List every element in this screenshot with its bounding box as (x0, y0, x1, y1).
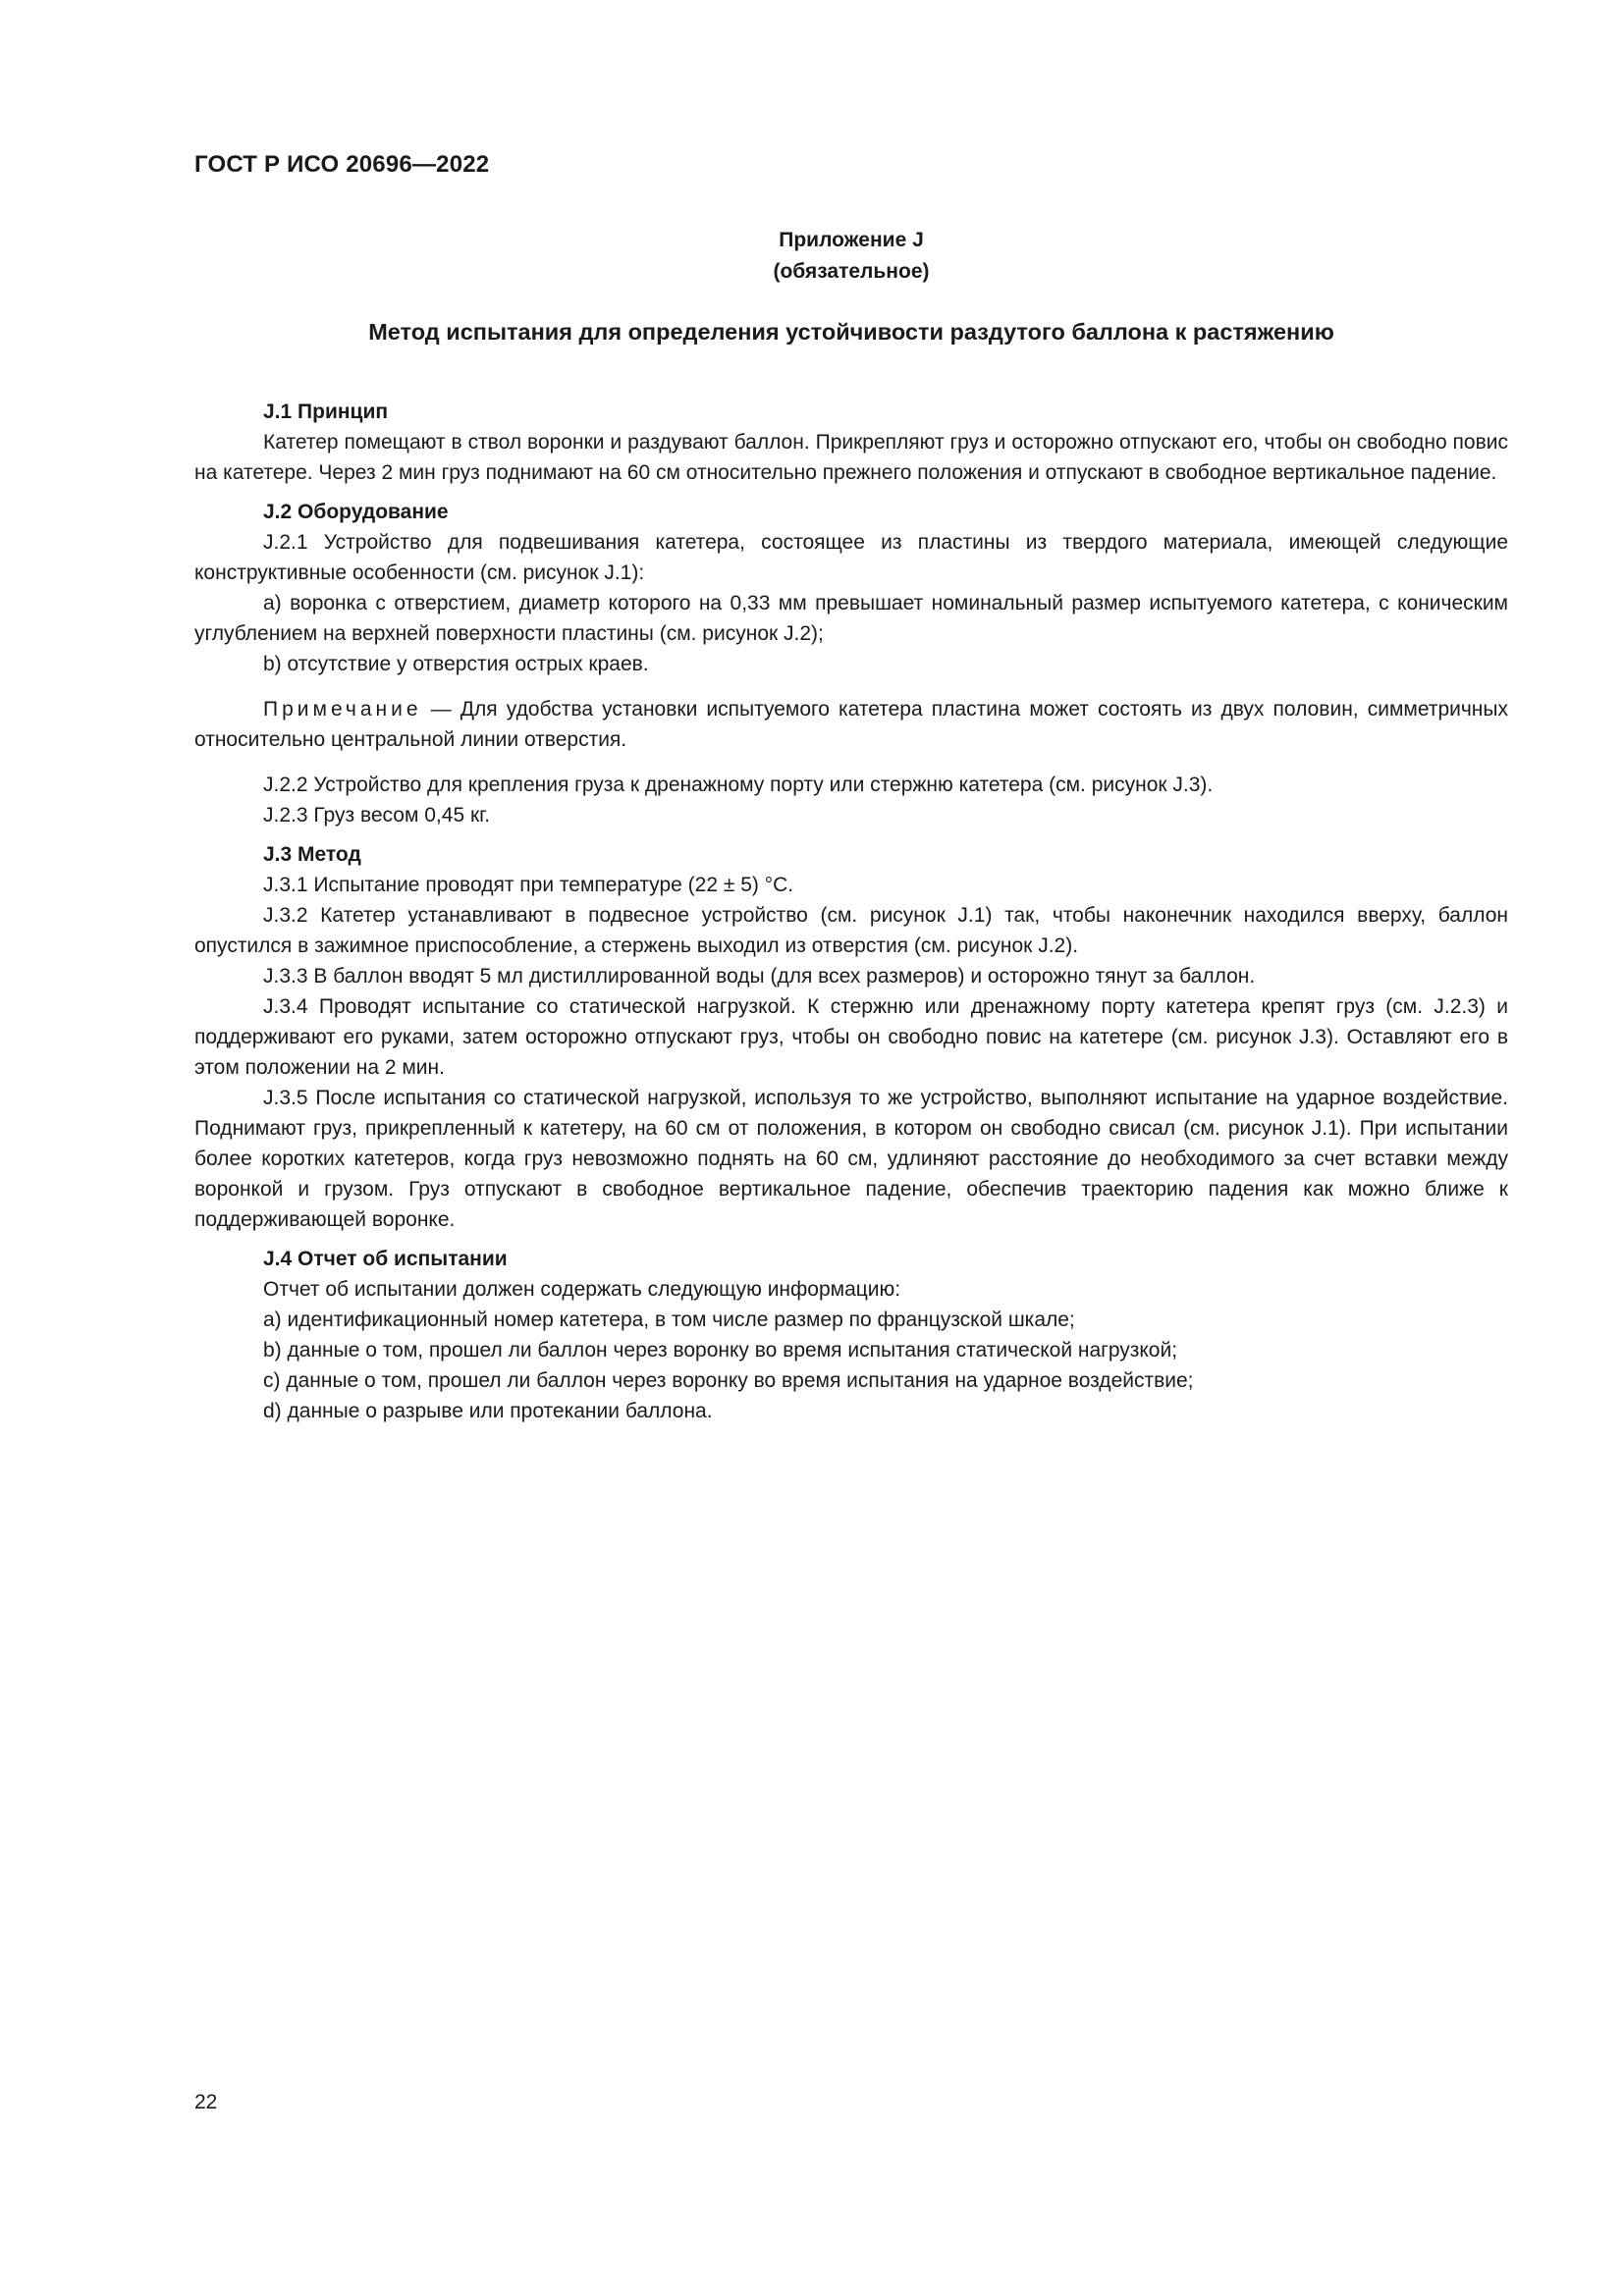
paragraph-j2-1: J.2.1 Устройство для подвешивания катетера, состоящее из пластины из твердого материала, имеющей следующие конструктивные особенности (см. рисунок J.1): (194, 531, 1508, 584)
note-text: — Для удобства установки испытуемого катетера пластина может состоять из двух половин, симметричных относительно центральной линии отверстия. (194, 698, 1508, 751)
page-number: 22 (194, 2091, 218, 2113)
annex-status: (обязательное) (773, 260, 930, 283)
paragraph-j2-2: J.2.2 Устройство для крепления груза к дренажному порту или стержню катетера (см. рисунок J.3). (263, 774, 1214, 796)
paragraph-j1-principle: Катетер помещают в ствол воронки и раздувают баллон. Прикрепляют груз и осторожно отпускают его, чтобы он свободно повис на катетере. Через 2 мин груз поднимают на 60 см относительно прежнего положения и отпускают в свободное вертикальное падение. (194, 431, 1508, 484)
list-item-j4-c: c) данные о том, прошел ли баллон через воронку во время испытания на ударное воздействие; (263, 1369, 1194, 1392)
list-item-j4-a: a) идентификационный номер катетера, в том числе размер по французской шкале; (263, 1308, 1075, 1331)
list-item-j4-d: d) данные о разрыве или протекании баллона. (263, 1400, 713, 1422)
section-heading-j4: J.4 Отчет об испытании (263, 1248, 508, 1270)
paragraph-j3-5: J.3.5 После испытания со статической нагрузкой, используя то же устройство, выполняют испытание на ударное воздействие. Поднимают груз, прикрепленный к катетеру, на 60 см от положения, в котором он свободно свисал (см. рисунок J.1). При испытании более коротких катетеров, когда груз невозможно поднять на 60 см, удлиняют расстояние до необходимого за счет вставки между воронкой и грузом. Груз отпускают в свободное вертикальное падение, обеспечив траекторию падения как можно ближе к поддерживающей воронке. (194, 1087, 1508, 1231)
list-item-j4-b: b) данные о том, прошел ли баллон через воронку во время испытания статической нагрузкой; (263, 1339, 1178, 1362)
annex-heading (194, 225, 1508, 288)
document-body (194, 397, 1508, 1426)
standard-header: ГОСТ Р ИСО 20696—2022 (194, 151, 490, 178)
section-heading-j1: J.1 Принцип (263, 400, 389, 423)
section-heading-j3: J.3 Метод (263, 843, 361, 866)
annex-title: Метод испытания для определения устойчивости раздутого баллона к растяжению (368, 319, 1334, 345)
note-paragraph (194, 694, 1508, 755)
paragraph-j3-3: J.3.3 В баллон вводят 5 мл дистиллированной воды (для всех размеров) и осторожно тянут за баллон. (263, 965, 1256, 988)
list-item-j2-b: b) отсутствие у отверстия острых краев. (263, 653, 649, 675)
note-label: Примечание (263, 698, 422, 721)
annex-label: Приложение J (779, 229, 924, 251)
section-heading-j2: J.2 Оборудование (263, 501, 449, 523)
paragraph-j3-1: J.3.1 Испытание проводят при температуре (22 ± 5) °С. (263, 874, 794, 896)
paragraph-j4-intro: Отчет об испытании должен содержать следующую информацию: (263, 1278, 901, 1301)
list-item-j2-a: a) воронка с отверстием, диаметр которого на 0,33 мм превышает номинальный размер испытуемого катетера, с коническим углублением на верхней поверхности пластины (см. рисунок J.2); (194, 592, 1508, 645)
paragraph-j3-4: J.3.4 Проводят испытание со статической нагрузкой. К стержню или дренажному порту катетера крепят груз (см. J.2.3) и поддерживают его руками, затем осторожно отпускают груз, чтобы он свободно повис на катетере (см. рисунок J.3). Оставляют его в этом положении на 2 мин. (194, 995, 1508, 1079)
paragraph-j3-2: J.3.2 Катетер устанавливают в подвесное устройство (см. рисунок J.1) так, чтобы наконечник находился вверху, баллон опустился в зажимное приспособление, а стержень выходил из отверстия (см. рисунок J.2). (194, 904, 1508, 957)
paragraph-j2-3: J.2.3 Груз весом 0,45 кг. (263, 804, 491, 827)
